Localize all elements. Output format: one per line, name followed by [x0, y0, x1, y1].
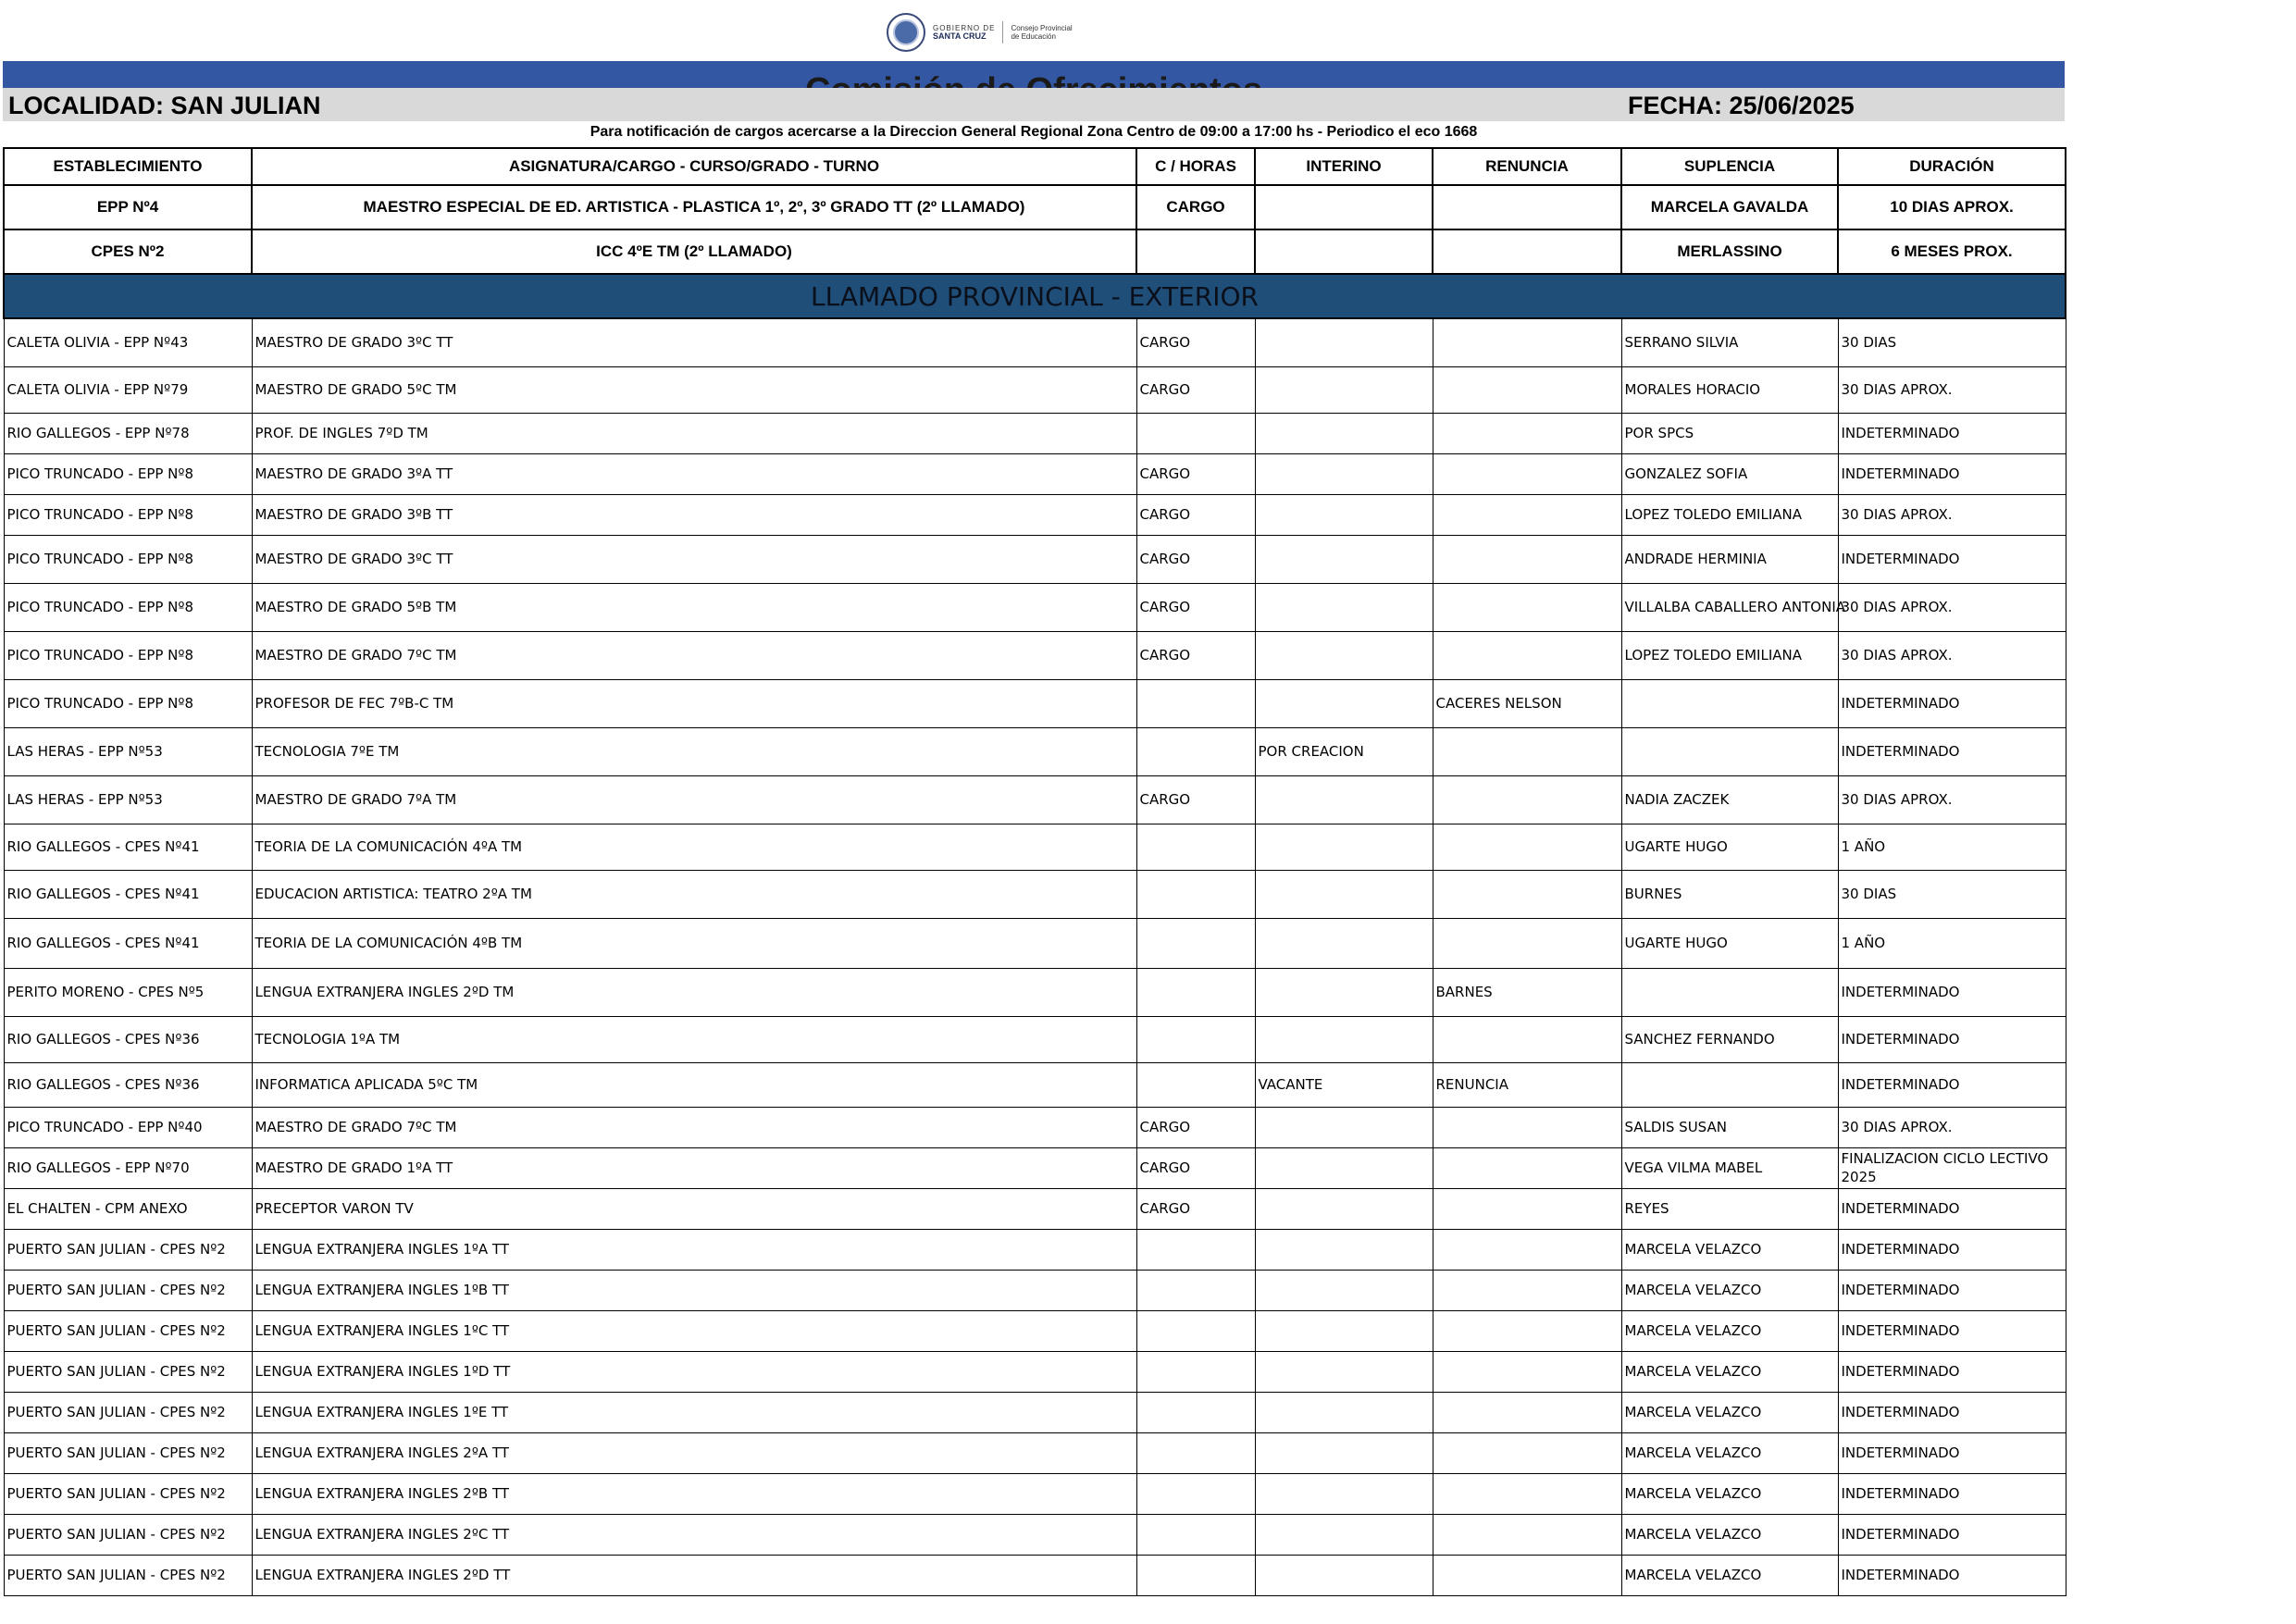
cell-subject: LENGUA EXTRANJERA INGLES 1ºD TT — [252, 1351, 1136, 1392]
cell-hours: CARGO — [1136, 366, 1255, 413]
cell-resignation — [1433, 229, 1621, 274]
cell-resignation — [1433, 870, 1621, 918]
cell-substitute: ANDRADE HERMINIA — [1621, 535, 1838, 583]
cell-hours — [1136, 1514, 1255, 1555]
cell-subject: PROFESOR DE FEC 7ºB-C TM — [252, 679, 1136, 727]
government-logo — [887, 11, 1109, 54]
cell-subject: MAESTRO DE GRADO 3ºC TT — [252, 535, 1136, 583]
cell-establishment: PUERTO SAN JULIAN - CPES Nº2 — [4, 1392, 252, 1432]
cell-duration: INDETERMINADO — [1838, 535, 2066, 583]
cell-interim — [1255, 494, 1433, 535]
cell-subject: LENGUA EXTRANJERA INGLES 2ºA TT — [252, 1432, 1136, 1473]
cell-interim — [1255, 1016, 1433, 1062]
cell-resignation — [1433, 727, 1621, 775]
column-header-substitute: SUPLENCIA — [1621, 148, 1838, 185]
cell-hours — [1136, 1270, 1255, 1310]
cell-duration: INDETERMINADO — [1838, 1188, 2066, 1229]
cell-hours: CARGO — [1136, 318, 1255, 366]
cell-substitute — [1621, 727, 1838, 775]
cell-substitute: UGARTE HUGO — [1621, 824, 1838, 870]
cell-establishment: PUERTO SAN JULIAN - CPES Nº2 — [4, 1351, 252, 1392]
cell-resignation — [1433, 824, 1621, 870]
cell-subject: TECNOLOGIA 1ºA TM — [252, 1016, 1136, 1062]
cell-interim — [1255, 535, 1433, 583]
cell-substitute: MARCELA VELAZCO — [1621, 1514, 1838, 1555]
table-row — [4, 1514, 2066, 1555]
cell-establishment: PUERTO SAN JULIAN - CPES Nº2 — [4, 1270, 252, 1310]
cell-interim — [1255, 1147, 1433, 1188]
cell-establishment: CPES Nº2 — [4, 229, 252, 274]
table-row — [4, 1229, 2066, 1270]
cell-interim — [1255, 824, 1433, 870]
cell-subject: INFORMATICA APLICADA 5ºC TM — [252, 1062, 1136, 1107]
table-row — [4, 453, 2066, 494]
cell-resignation: RENUNCIA — [1433, 1062, 1621, 1107]
cell-duration: INDETERMINADO — [1838, 1310, 2066, 1351]
cell-substitute: MARCELA VELAZCO — [1621, 1270, 1838, 1310]
cell-substitute: GONZALEZ SOFIA — [1621, 453, 1838, 494]
cell-duration: INDETERMINADO — [1838, 1351, 2066, 1392]
cell-subject: LENGUA EXTRANJERA INGLES 1ºC TT — [252, 1310, 1136, 1351]
table-row — [4, 775, 2066, 824]
cell-resignation — [1433, 1147, 1621, 1188]
cell-resignation — [1433, 1188, 1621, 1229]
table-row — [4, 824, 2066, 870]
cell-interim — [1255, 1310, 1433, 1351]
cell-hours — [1136, 1555, 1255, 1595]
offers-table — [3, 147, 2066, 1596]
cell-subject: MAESTRO DE GRADO 7ºC TM — [252, 1107, 1136, 1147]
table-row — [4, 870, 2066, 918]
cell-subject: LENGUA EXTRANJERA INGLES 2ºD TM — [252, 968, 1136, 1016]
cell-resignation — [1433, 1432, 1621, 1473]
cell-hours — [1136, 1062, 1255, 1107]
cell-interim — [1255, 631, 1433, 679]
cell-interim — [1255, 1514, 1433, 1555]
cell-resignation — [1433, 453, 1621, 494]
cell-interim — [1255, 968, 1433, 1016]
cell-duration: INDETERMINADO — [1838, 1016, 2066, 1062]
cell-substitute — [1621, 1062, 1838, 1107]
cell-subject: LENGUA EXTRANJERA INGLES 1ºB TT — [252, 1270, 1136, 1310]
cell-establishment: EL CHALTEN - CPM ANEXO — [4, 1188, 252, 1229]
cell-interim — [1255, 1473, 1433, 1514]
cell-substitute: VEGA VILMA MABEL — [1621, 1147, 1838, 1188]
cell-hours: CARGO — [1136, 631, 1255, 679]
cell-substitute: UGARTE HUGO — [1621, 918, 1838, 968]
cell-interim — [1255, 366, 1433, 413]
cell-establishment: CALETA OLIVIA - EPP Nº43 — [4, 318, 252, 366]
notification-text: Para notificación de cargos acercarse a la Direccion General Regional Zona Centro de 09:00 a 17:00 hs - Periodico el eco 1668 — [590, 124, 1478, 140]
cell-substitute: SALDIS SUSAN — [1621, 1107, 1838, 1147]
cell-establishment: PICO TRUNCADO - EPP Nº8 — [4, 494, 252, 535]
cell-resignation — [1433, 413, 1621, 453]
local-table-row — [4, 185, 2066, 229]
cell-establishment: PICO TRUNCADO - EPP Nº8 — [4, 679, 252, 727]
cell-establishment: PUERTO SAN JULIAN - CPES Nº2 — [4, 1229, 252, 1270]
cell-interim — [1255, 1107, 1433, 1147]
table-row — [4, 1351, 2066, 1392]
cell-subject: MAESTRO DE GRADO 5ºB TM — [252, 583, 1136, 631]
cell-hours — [1136, 1351, 1255, 1392]
cell-interim — [1255, 870, 1433, 918]
table-row — [4, 1147, 2066, 1188]
table-row — [4, 413, 2066, 453]
cell-duration: 1 AÑO — [1838, 918, 2066, 968]
cell-duration: 30 DIAS APROX. — [1838, 494, 2066, 535]
table-body — [4, 185, 2066, 1595]
cell-establishment: CALETA OLIVIA - EPP Nº79 — [4, 366, 252, 413]
cell-establishment: RIO GALLEGOS - CPES Nº41 — [4, 918, 252, 968]
cell-duration: INDETERMINADO — [1838, 1432, 2066, 1473]
cell-resignation — [1433, 366, 1621, 413]
cell-establishment: PUERTO SAN JULIAN - CPES Nº2 — [4, 1310, 252, 1351]
table-row — [4, 1392, 2066, 1432]
cell-subject: PRECEPTOR VARON TV — [252, 1188, 1136, 1229]
cell-interim: VACANTE — [1255, 1062, 1433, 1107]
cell-duration: 1 AÑO — [1838, 824, 2066, 870]
cell-establishment: LAS HERAS - EPP Nº53 — [4, 727, 252, 775]
cell-duration: INDETERMINADO — [1838, 1392, 2066, 1432]
table-row — [4, 1188, 2066, 1229]
cell-hours: CARGO — [1136, 535, 1255, 583]
cell-substitute: BURNES — [1621, 870, 1838, 918]
cell-interim — [1255, 583, 1433, 631]
column-header-subject: ASIGNATURA/CARGO - CURSO/GRADO - TURNO — [252, 148, 1136, 185]
column-header-interim: INTERINO — [1255, 148, 1433, 185]
cell-subject: TEORIA DE LA COMUNICACIÓN 4ºA TM — [252, 824, 1136, 870]
cell-establishment: PUERTO SAN JULIAN - CPES Nº2 — [4, 1514, 252, 1555]
cell-subject: PROF. DE INGLES 7ºD TM — [252, 413, 1136, 453]
cell-substitute: MARCELA VELAZCO — [1621, 1310, 1838, 1351]
cell-duration: INDETERMINADO — [1838, 727, 2066, 775]
table-row — [4, 918, 2066, 968]
table-row — [4, 1473, 2066, 1514]
cell-establishment: PUERTO SAN JULIAN - CPES Nº2 — [4, 1432, 252, 1473]
cell-establishment: RIO GALLEGOS - EPP Nº78 — [4, 413, 252, 453]
cell-substitute — [1621, 968, 1838, 1016]
cell-hours — [1136, 229, 1255, 274]
column-header-hours: C / HORAS — [1136, 148, 1255, 185]
table-row — [4, 318, 2066, 366]
table-row — [4, 535, 2066, 583]
cell-interim — [1255, 453, 1433, 494]
cell-hours: CARGO — [1136, 453, 1255, 494]
cell-subject: TECNOLOGIA 7ºE TM — [252, 727, 1136, 775]
column-header-duration: DURACIÓN — [1838, 148, 2066, 185]
cell-hours — [1136, 968, 1255, 1016]
cell-interim — [1255, 1270, 1433, 1310]
cell-duration: INDETERMINADO — [1838, 1555, 2066, 1595]
cell-interim: POR CREACION — [1255, 727, 1433, 775]
cell-establishment: RIO GALLEGOS - CPES Nº36 — [4, 1062, 252, 1107]
cell-substitute: SANCHEZ FERNANDO — [1621, 1016, 1838, 1062]
cell-hours — [1136, 1432, 1255, 1473]
cell-establishment: PUERTO SAN JULIAN - CPES Nº2 — [4, 1473, 252, 1514]
cell-substitute: SERRANO SILVIA — [1621, 318, 1838, 366]
cell-duration: INDETERMINADO — [1838, 413, 2066, 453]
cell-duration: 10 DIAS APROX. — [1838, 185, 2066, 229]
cell-resignation — [1433, 1473, 1621, 1514]
cell-establishment: RIO GALLEGOS - EPP Nº70 — [4, 1147, 252, 1188]
cell-substitute: MARCELA GAVALDA — [1621, 185, 1838, 229]
cell-substitute: NADIA ZACZEK — [1621, 775, 1838, 824]
table-row — [4, 679, 2066, 727]
table-row — [4, 1270, 2066, 1310]
cell-hours: CARGO — [1136, 1147, 1255, 1188]
cell-subject: LENGUA EXTRANJERA INGLES 2ºB TT — [252, 1473, 1136, 1514]
cell-substitute: MORALES HORACIO — [1621, 366, 1838, 413]
cell-interim — [1255, 679, 1433, 727]
cell-hours — [1136, 679, 1255, 727]
table-row — [4, 631, 2066, 679]
cell-establishment: PUERTO SAN JULIAN - CPES Nº2 — [4, 1555, 252, 1595]
cell-hours — [1136, 1310, 1255, 1351]
cell-interim — [1255, 1229, 1433, 1270]
cell-establishment: LAS HERAS - EPP Nº53 — [4, 775, 252, 824]
locality-label: LOCALIDAD: SAN JULIAN — [8, 92, 321, 119]
cell-substitute: MARCELA VELAZCO — [1621, 1555, 1838, 1595]
local-table-row — [4, 229, 2066, 274]
cell-resignation — [1433, 1107, 1621, 1147]
cell-subject: LENGUA EXTRANJERA INGLES 1ºE TT — [252, 1392, 1136, 1432]
table-header-row — [4, 148, 2066, 185]
cell-subject: MAESTRO DE GRADO 5ºC TM — [252, 366, 1136, 413]
cell-substitute: MERLASSINO — [1621, 229, 1838, 274]
date-label: FECHA: 25/06/2025 — [1628, 92, 1855, 119]
cell-resignation: BARNES — [1433, 968, 1621, 1016]
cell-interim — [1255, 185, 1433, 229]
cell-resignation — [1433, 494, 1621, 535]
cell-interim — [1255, 1188, 1433, 1229]
cell-resignation — [1433, 918, 1621, 968]
cell-duration: INDETERMINADO — [1838, 1062, 2066, 1107]
cell-resignation — [1433, 1514, 1621, 1555]
cell-establishment: RIO GALLEGOS - CPES Nº36 — [4, 1016, 252, 1062]
cell-substitute: REYES — [1621, 1188, 1838, 1229]
cell-duration: INDETERMINADO — [1838, 1514, 2066, 1555]
cell-hours — [1136, 727, 1255, 775]
table-row — [4, 366, 2066, 413]
cell-resignation — [1433, 318, 1621, 366]
cell-hours — [1136, 413, 1255, 453]
table-row — [4, 1062, 2066, 1107]
cell-hours — [1136, 918, 1255, 968]
cell-establishment: PICO TRUNCADO - EPP Nº8 — [4, 583, 252, 631]
cell-interim — [1255, 918, 1433, 968]
cell-subject: TEORIA DE LA COMUNICACIÓN 4ºB TM — [252, 918, 1136, 968]
cell-subject: LENGUA EXTRANJERA INGLES 2ºD TT — [252, 1555, 1136, 1595]
logo-text-government: GOBIERNO DE SANTA CRUZ — [933, 24, 996, 41]
cell-duration: 30 DIAS — [1838, 870, 2066, 918]
logo-text-council: Consejo Provincial de Educación — [1011, 24, 1073, 41]
cell-establishment: PICO TRUNCADO - EPP Nº8 — [4, 453, 252, 494]
cell-subject: LENGUA EXTRANJERA INGLES 2ºC TT — [252, 1514, 1136, 1555]
cell-subject: MAESTRO DE GRADO 3ºB TT — [252, 494, 1136, 535]
cell-duration: 30 DIAS — [1838, 318, 2066, 366]
cell-subject: LENGUA EXTRANJERA INGLES 1ºA TT — [252, 1229, 1136, 1270]
cell-resignation — [1433, 185, 1621, 229]
cell-interim — [1255, 229, 1433, 274]
table-row — [4, 1016, 2066, 1062]
cell-duration: 30 DIAS APROX. — [1838, 583, 2066, 631]
cell-substitute: MARCELA VELAZCO — [1621, 1432, 1838, 1473]
cell-duration: INDETERMINADO — [1838, 1270, 2066, 1310]
cell-resignation — [1433, 1392, 1621, 1432]
cell-duration: 30 DIAS APROX. — [1838, 775, 2066, 824]
cell-establishment: RIO GALLEGOS - CPES Nº41 — [4, 870, 252, 918]
cell-establishment: EPP Nº4 — [4, 185, 252, 229]
cell-substitute: MARCELA VELAZCO — [1621, 1473, 1838, 1514]
cell-resignation — [1433, 1229, 1621, 1270]
table-row — [4, 583, 2066, 631]
cell-resignation — [1433, 631, 1621, 679]
cell-subject: ICC 4ºE TM (2º LLAMADO) — [252, 229, 1136, 274]
cell-interim — [1255, 413, 1433, 453]
title-bar — [3, 61, 2065, 88]
cell-substitute: LOPEZ TOLEDO EMILIANA — [1621, 631, 1838, 679]
table-row — [4, 727, 2066, 775]
cell-substitute: LOPEZ TOLEDO EMILIANA — [1621, 494, 1838, 535]
cell-duration: INDETERMINADO — [1838, 1229, 2066, 1270]
location-bar — [3, 88, 2065, 121]
cell-subject: MAESTRO DE GRADO 7ºC TM — [252, 631, 1136, 679]
cell-hours: CARGO — [1136, 185, 1255, 229]
cell-hours — [1136, 1229, 1255, 1270]
cell-resignation — [1433, 1351, 1621, 1392]
cell-hours: CARGO — [1136, 1107, 1255, 1147]
cell-hours: CARGO — [1136, 1188, 1255, 1229]
table-row — [4, 1555, 2066, 1595]
cell-duration: 30 DIAS APROX. — [1838, 366, 2066, 413]
cell-resignation — [1433, 775, 1621, 824]
cell-duration: FINALIZACION CICLO LECTIVO 2025 — [1838, 1147, 2066, 1188]
cell-resignation — [1433, 1270, 1621, 1310]
cell-duration: INDETERMINADO — [1838, 453, 2066, 494]
cell-hours: CARGO — [1136, 494, 1255, 535]
cell-substitute: VILLALBA CABALLERO ANTONIA — [1621, 583, 1838, 631]
cell-substitute: MARCELA VELAZCO — [1621, 1392, 1838, 1432]
cell-resignation — [1433, 1310, 1621, 1351]
cell-substitute: MARCELA VELAZCO — [1621, 1351, 1838, 1392]
cell-interim — [1255, 1351, 1433, 1392]
cell-subject: MAESTRO DE GRADO 3ºA TT — [252, 453, 1136, 494]
cell-subject: EDUCACION ARTISTICA: TEATRO 2ºA TM — [252, 870, 1136, 918]
column-header-establishment: ESTABLECIMIENTO — [4, 148, 252, 185]
cell-interim — [1255, 318, 1433, 366]
cell-resignation — [1433, 583, 1621, 631]
section-row — [4, 274, 2066, 318]
seal-icon — [887, 13, 925, 52]
cell-hours — [1136, 870, 1255, 918]
cell-interim — [1255, 1432, 1433, 1473]
cell-hours — [1136, 1392, 1255, 1432]
cell-substitute: POR SPCS — [1621, 413, 1838, 453]
cell-establishment: PICO TRUNCADO - EPP Nº8 — [4, 631, 252, 679]
table-row — [4, 1432, 2066, 1473]
cell-substitute: MARCELA VELAZCO — [1621, 1229, 1838, 1270]
cell-duration: 6 MESES PROX. — [1838, 229, 2066, 274]
cell-resignation — [1433, 1555, 1621, 1595]
table-row — [4, 968, 2066, 1016]
table-row — [4, 1107, 2066, 1147]
cell-establishment: PICO TRUNCADO - EPP Nº8 — [4, 535, 252, 583]
table-row — [4, 1310, 2066, 1351]
cell-establishment: RIO GALLEGOS - CPES Nº41 — [4, 824, 252, 870]
cell-subject: MAESTRO DE GRADO 3ºC TT — [252, 318, 1136, 366]
cell-duration: INDETERMINADO — [1838, 679, 2066, 727]
cell-duration: INDETERMINADO — [1838, 968, 2066, 1016]
table-row — [4, 494, 2066, 535]
cell-interim — [1255, 1392, 1433, 1432]
cell-resignation — [1433, 535, 1621, 583]
cell-subject: MAESTRO DE GRADO 1ºA TT — [252, 1147, 1136, 1188]
cell-subject: MAESTRO DE GRADO 7ºA TM — [252, 775, 1136, 824]
cell-establishment: PICO TRUNCADO - EPP Nº40 — [4, 1107, 252, 1147]
cell-interim — [1255, 1555, 1433, 1595]
cell-hours — [1136, 824, 1255, 870]
cell-hours: CARGO — [1136, 775, 1255, 824]
cell-resignation: CACERES NELSON — [1433, 679, 1621, 727]
cell-duration: 30 DIAS APROX. — [1838, 1107, 2066, 1147]
cell-hours: CARGO — [1136, 583, 1255, 631]
cell-subject: MAESTRO ESPECIAL DE ED. ARTISTICA - PLASTICA 1º, 2º, 3º GRADO TT (2º LLAMADO) — [252, 185, 1136, 229]
cell-establishment: PERITO MORENO - CPES Nº5 — [4, 968, 252, 1016]
cell-interim — [1255, 775, 1433, 824]
cell-duration: INDETERMINADO — [1838, 1473, 2066, 1514]
cell-substitute — [1621, 679, 1838, 727]
cell-resignation — [1433, 1016, 1621, 1062]
cell-duration: 30 DIAS APROX. — [1838, 631, 2066, 679]
column-header-resignation: RENUNCIA — [1433, 148, 1621, 185]
section-title: LLAMADO PROVINCIAL - EXTERIOR — [4, 274, 2066, 318]
cell-hours — [1136, 1473, 1255, 1514]
cell-hours — [1136, 1016, 1255, 1062]
